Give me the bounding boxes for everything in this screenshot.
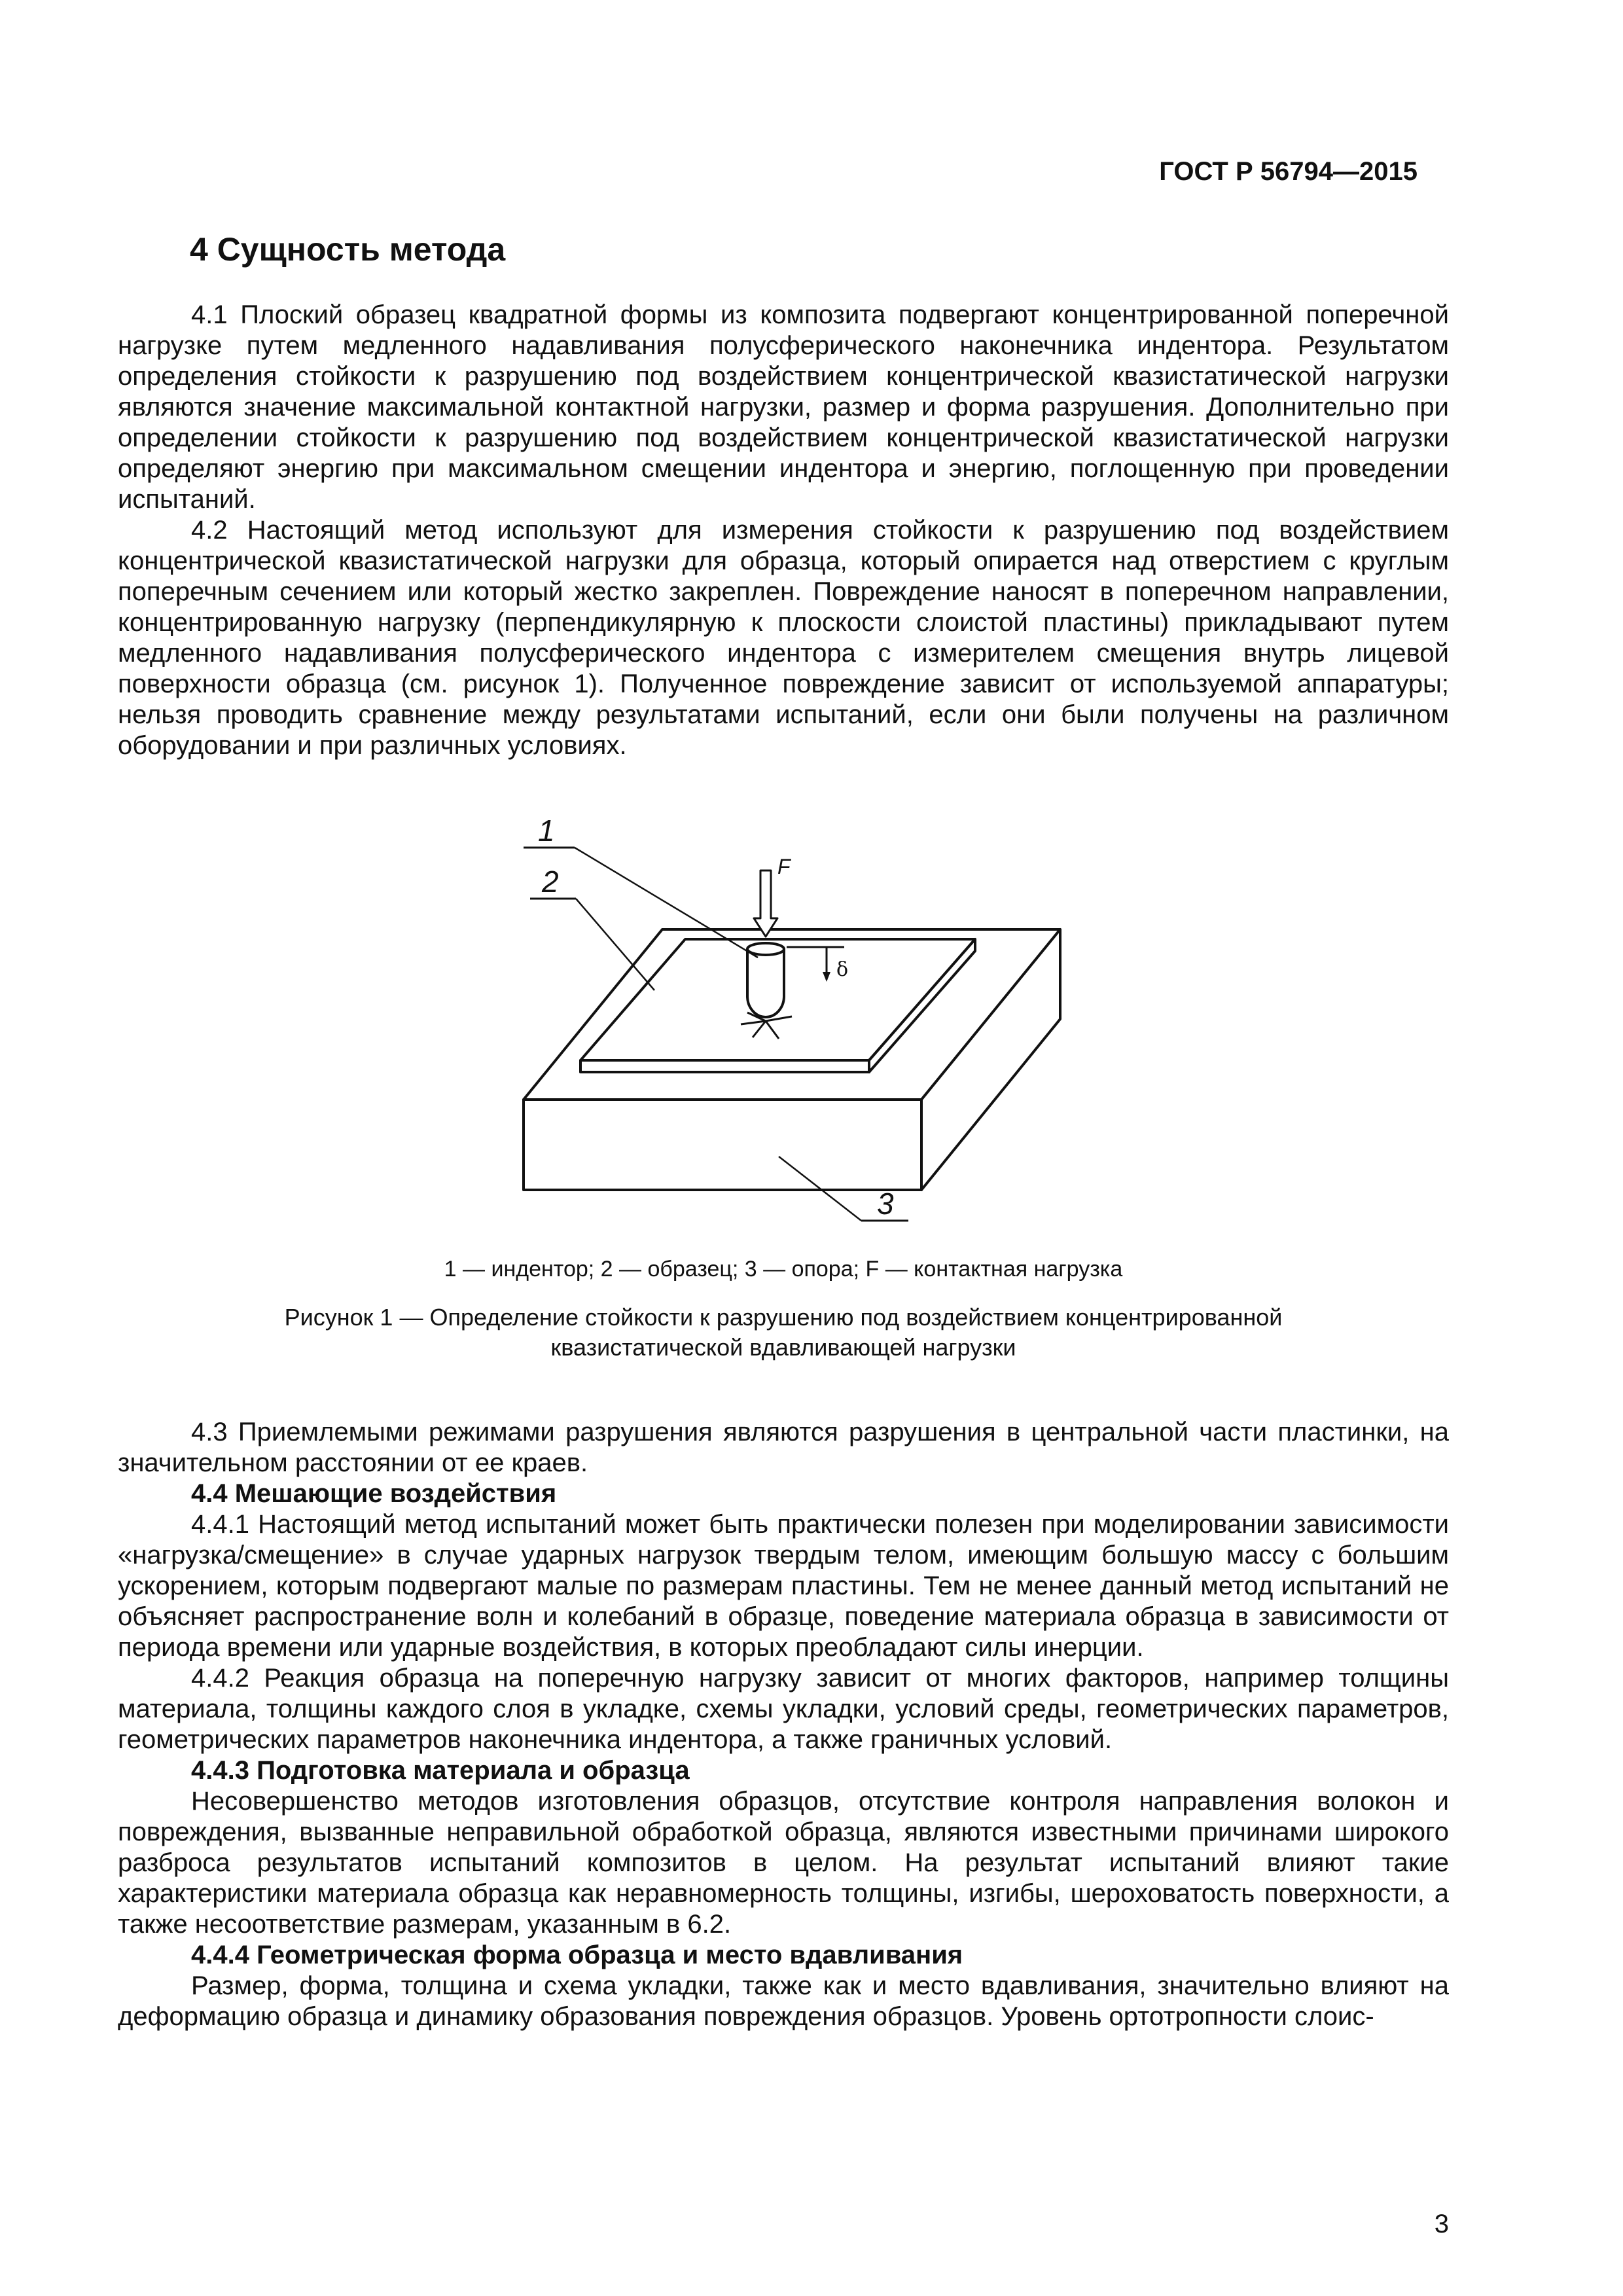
figure-caption-line1: Рисунок 1 — Определение стойкости к разрушению под воздействием концентрированной [284, 1304, 1283, 1331]
label-2: 2 [542, 865, 559, 899]
paragraph-4-3: 4.3 Приемлемыми режимами разрушения являются разрушения в центральной части пластинки, на значительном расстоянии от ее краев. [118, 1418, 1449, 1477]
support-front-face [524, 1100, 921, 1190]
paragraph-4-4-4: Размер, форма, толщина и схема укладки, также как и место вдавливания, значительно влияют на деформацию образца и динамику образования повреждения образцов. Уровень ортотропности слоис- [118, 1971, 1449, 2031]
paragraph-4-4-2: 4.4.2 Реакция образца на поперечную нагрузку зависит от многих факторов, например толщины материала, толщины каждого слоя в укладке, схемы укладки, условий среды, геометрических параметров, геометрических параметров наконечника индентора, а также граничных условий. [118, 1664, 1449, 1754]
figure-caption-line2: квазистатической вдавливающей нагрузки [550, 1334, 1016, 1361]
heading-4-4-3: 4.4.3 Подготовка материала и образца [191, 1756, 690, 1785]
figure-caption [118, 1302, 1449, 1363]
leader-2 [576, 899, 654, 990]
section-title: 4 Сущность метода [190, 231, 506, 268]
indentor-body [747, 949, 784, 1017]
paragraph-4-2: 4.2 Настоящий метод используют для измерения стойкости к разрушению под воздействием концентрической квазистатической нагрузки для образца, который опирается над отверстием с круглым поперечным сечением или который жестко закреплен. Повреждение наносят в поперечном направлении, концентрированную нагрузку (перпендикулярную к плоскости слоистой пластины) прикладывают путем медленного надавливания полусферического индентора с измерителем смещения внутрь лицевой поверхности образца (см. рисунок 1). Полученное повреждение зависит от используемой аппаратуры; нельзя проводить сравнение между результатами испытаний, если они были получены на различном оборудовании и при различных условиях. [118, 516, 1449, 760]
paragraph-4-1: 4.1 Плоский образец квадратной формы из композита подвергают концентрированной поперечной нагрузке путем медленного надавливания полусферического наконечника индентора. Результатом определения стойкости к разрушению под воздействием концентрической квазистатической нагрузки являются значение максимальной контактной нагрузки, размер и форма разрушения. Дополнительно при определении стойкости к разрушению под воздействием концентрической квазистатической нагрузки определяют энергию при максимальном смещении индентора и энергию, поглощенную при проведении испытаний. [118, 300, 1449, 514]
force-arrow [754, 870, 777, 937]
paragraph-4-4-1: 4.4.1 Настоящий метод испытаний может быть практически полезен при моделировании зависимости «нагрузка/смещение» в случае ударных нагрузок твердым телом, имеющим большую массу с большим ускорением, которым подвергают малые по размерам пластины. Тем не менее данный метод испытаний не объясняет распространение волн и колебаний в образце, поведение материала образца в зависимости от периода времени или ударные воздействия, в которых преобладают силы инерции. [118, 1510, 1449, 1662]
label-3: 3 [877, 1187, 894, 1221]
specimen-front-face [580, 1060, 869, 1072]
indentor-top [747, 943, 784, 955]
text-block-top [118, 300, 1449, 761]
label-displacement: δ [836, 958, 849, 981]
page-number: 3 [1434, 2210, 1449, 2238]
standard-code: ГОСТ Р 56794—2015 [1159, 157, 1418, 186]
label-1: 1 [538, 814, 555, 848]
label-force: F [777, 855, 791, 878]
text-block-bottom [118, 1417, 1449, 2032]
figure-legend: 1 — индентор; 2 — образец; 3 — опора; F — контактная нагрузка [444, 1257, 1123, 1282]
heading-4-4-4: 4.4.4 Геометрическая форма образца и место вдавливания [191, 1941, 963, 1969]
figure-indentation-diagram [497, 808, 1073, 1253]
heading-4-4: 4.4 Мешающие воздействия [191, 1479, 557, 1508]
paragraph-4-4-3: Несовершенство методов изготовления образцов, отсутствие контроля направления волокон и повреждения, вызванные неправильной обработкой образца, являются известными причинами широкого разброса результатов испытаний композитов в целом. На результат испытаний влияют такие характеристики материала образца как неравномерность толщины, изгибы, шероховатость поверхности, а также несоответствие размерам, указанным в 6.2. [118, 1787, 1449, 1939]
